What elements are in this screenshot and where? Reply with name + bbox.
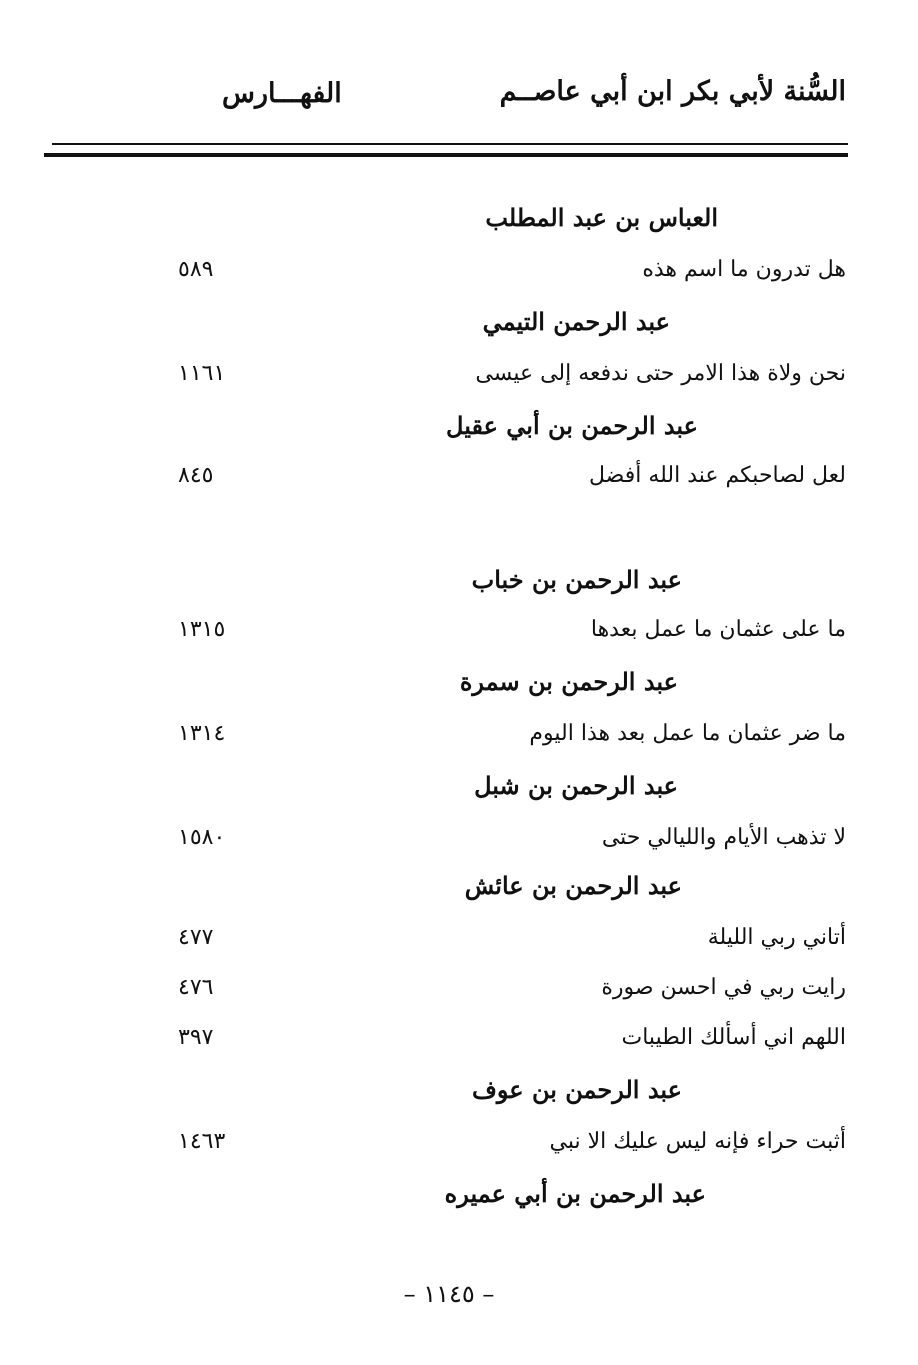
index-heading — [0, 662, 918, 702]
hadith-number: ٤٧٦ — [178, 975, 214, 1000]
narrator-heading: عبد الرحمن بن عوف — [472, 1075, 682, 1104]
hadith-incipit: هل تدرون ما اسم هذه — [642, 257, 846, 282]
index-entry — [0, 968, 918, 1008]
running-title: السُّنة لأبي بكر ابن أبي عاصــم — [499, 76, 846, 107]
index-heading — [0, 866, 918, 906]
hadith-incipit: لعل لصاحبكم عند الله أفضل — [588, 463, 846, 488]
narrator-heading: عبد الرحمن بن سمرة — [459, 667, 678, 696]
hadith-incipit: اللهم اني أسألك الطيبات — [621, 1025, 846, 1050]
index-entry — [0, 918, 918, 958]
index-entry — [0, 354, 918, 394]
hadith-incipit: نحن ولاة هذا الامر حتى ندفعه إلى عيسى — [475, 361, 846, 386]
narrator-heading: العباس بن عبد المطلب — [485, 203, 718, 232]
index-heading — [0, 1070, 918, 1110]
index-entry — [0, 1122, 918, 1162]
hadith-incipit: ما ضر عثمان ما عمل بعد هذا اليوم — [529, 721, 846, 746]
hadith-number: ١٣١٥ — [178, 617, 226, 642]
hadith-number: ١١٦١ — [178, 361, 226, 386]
hadith-incipit: ما على عثمان ما عمل بعدها — [590, 617, 846, 642]
index-heading — [0, 766, 918, 806]
index-entry — [0, 714, 918, 754]
narrator-heading: عبد الرحمن بن عائش — [464, 871, 682, 900]
hadith-number: ٤٧٧ — [178, 925, 214, 950]
hadith-number: ٨٤٥ — [178, 463, 214, 488]
index-entry — [0, 610, 918, 650]
index-entry — [0, 250, 918, 290]
hadith-incipit: أثبت حراء فإنه ليس عليك الا نبي — [549, 1129, 846, 1154]
index-entry — [0, 818, 918, 858]
narrator-heading: عبد الرحمن بن أبي عميره — [444, 1179, 706, 1208]
index-entry — [0, 1018, 918, 1058]
hadith-incipit: رايت ربي في احسن صورة — [601, 975, 846, 1000]
narrator-heading: عبد الرحمن بن أبي عقيل — [446, 411, 698, 440]
hadith-incipit: لا تذهب الأيام والليالي حتى — [601, 825, 846, 850]
hadith-incipit: أتاني ربي الليلة — [707, 925, 846, 950]
hadith-number: ١٥٨٠ — [178, 825, 226, 850]
index-heading — [0, 1174, 918, 1214]
index-heading — [0, 302, 918, 342]
index-heading — [0, 560, 918, 600]
index-heading — [0, 198, 918, 238]
page-number: – ١١٤٥ – — [403, 1280, 495, 1308]
narrator-heading: عبد الرحمن بن شبل — [474, 771, 678, 800]
narrator-heading: عبد الرحمن التيمي — [482, 307, 670, 336]
hadith-number: ٥٨٩ — [178, 257, 214, 282]
hadith-number: ٣٩٧ — [178, 1025, 214, 1050]
narrator-heading: عبد الرحمن بن خباب — [471, 565, 682, 594]
index-entry — [0, 456, 918, 496]
hadith-number: ١٣١٤ — [178, 721, 226, 746]
index-heading — [0, 406, 918, 446]
section-title: الفهـــارس — [222, 78, 342, 109]
hadith-number: ١٤٦٣ — [178, 1129, 226, 1154]
